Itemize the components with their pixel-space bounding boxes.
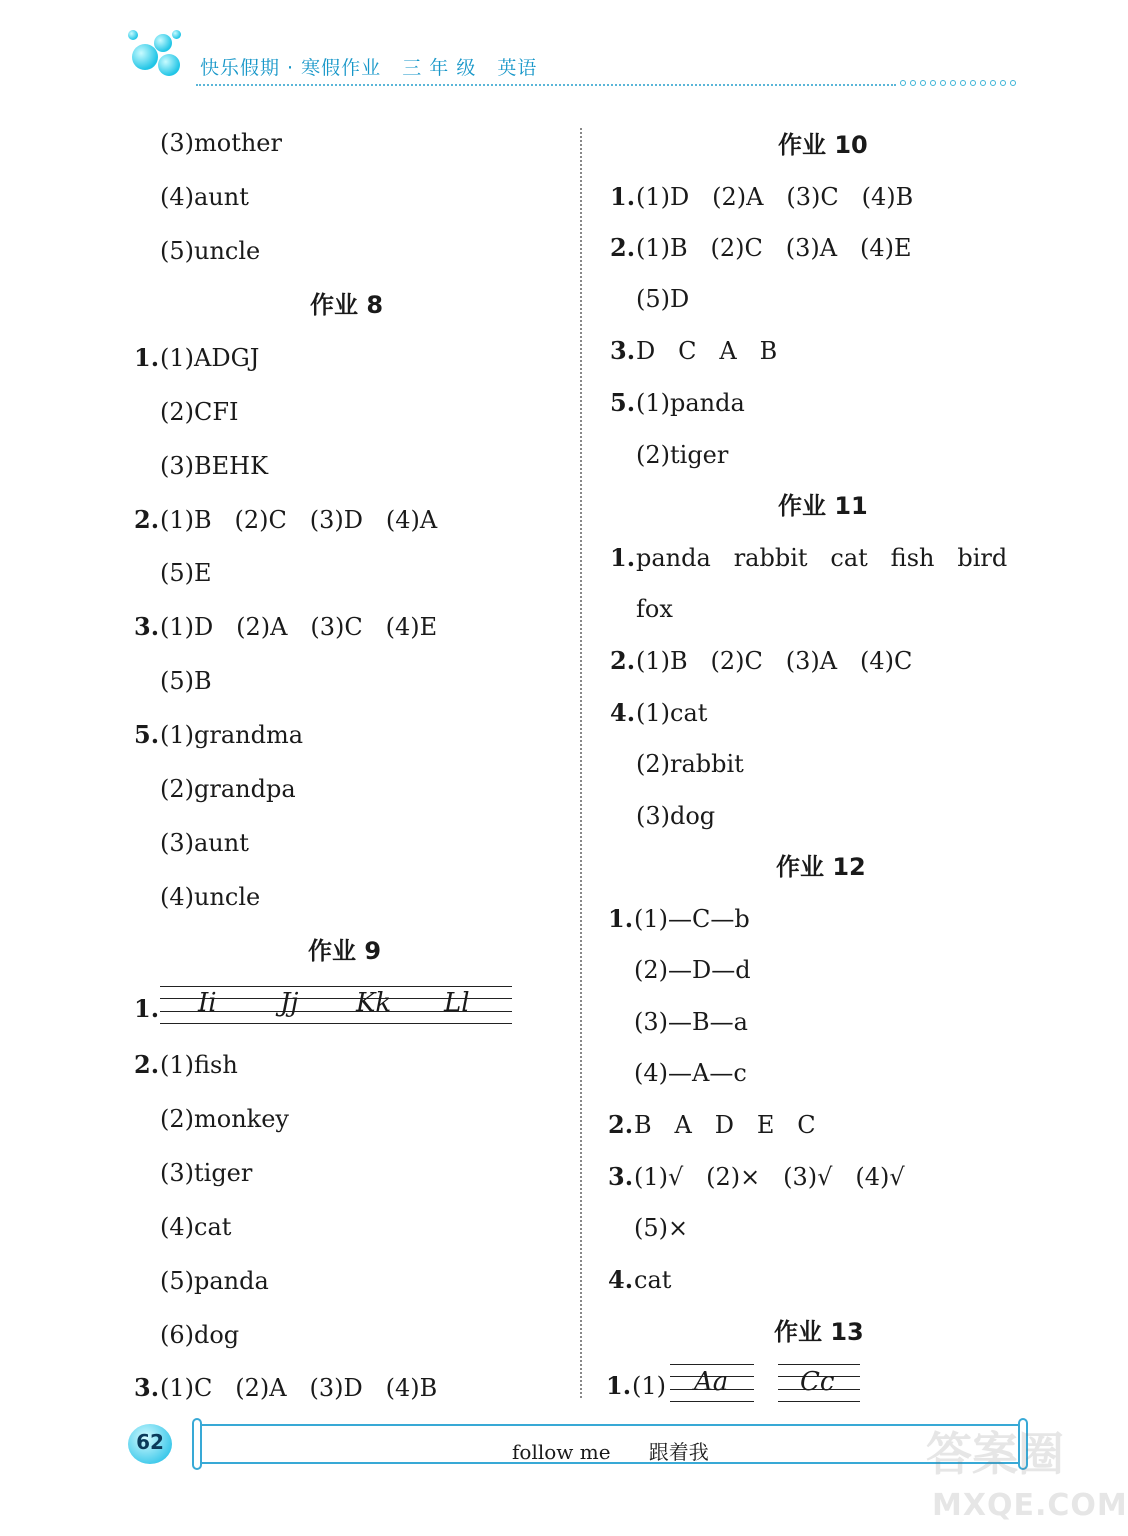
answer-line: (2)grandpa [160, 775, 296, 803]
answer-line: (5)uncle [160, 237, 261, 265]
section-heading-10: 作业 10 [778, 131, 868, 159]
answer-line: (3)dog [636, 802, 716, 830]
answer-line: (3)tiger [160, 1159, 253, 1187]
answer-line: (1)B (2)C (3)A (4)C [636, 647, 913, 675]
question-number: 1. [134, 343, 160, 372]
header-dots [900, 80, 1016, 86]
question-number: 2. [134, 505, 160, 534]
watermark-url: MXQE.COM [932, 1488, 1128, 1523]
handwritten-letter: Kk [356, 988, 392, 1018]
answer-line: (1)grandma [160, 721, 304, 749]
answer-line: (3)BEHK [160, 452, 269, 480]
answer-line: cat [634, 1266, 672, 1294]
answer-line: (3)aunt [160, 829, 249, 857]
answer-line: (2)tiger [636, 441, 729, 469]
header-divider [196, 84, 896, 86]
answer-line: panda rabbit cat fish bird [636, 544, 1008, 572]
question-number: 4. [610, 698, 636, 727]
handwritten-letter: Cc [800, 1367, 835, 1397]
handwriting-staff [778, 1364, 860, 1404]
answer-line: fox [636, 595, 673, 623]
question-number: 2. [610, 233, 636, 262]
answer-line: (5)D [636, 285, 690, 313]
answer-line: (1)B (2)C (3)A (4)E [636, 234, 912, 262]
answer-line: (1)√ (2)× (3)√ (4)√ [634, 1163, 905, 1191]
question-number: 1. [606, 1371, 632, 1400]
answer-line: (1)fish [160, 1051, 238, 1079]
answer-line: (4)cat [160, 1213, 232, 1241]
handwritten-letter: Ii [198, 988, 217, 1018]
header-title: 快乐假期 · 寒假作业 三 年 级 英语 [200, 57, 538, 79]
question-number: 2. [134, 1050, 160, 1079]
page-number: 62 [136, 1430, 164, 1454]
answer-line: D C A B [636, 337, 778, 365]
answer-line: (4)aunt [160, 183, 249, 211]
section-heading-12: 作业 12 [776, 853, 866, 881]
answer-line: (4)—A—c [634, 1059, 747, 1087]
question-number: 2. [608, 1110, 634, 1139]
answer-line: (2)CFI [160, 398, 239, 426]
answer-line: (1) [632, 1372, 666, 1400]
handwritten-letter: Jj [280, 988, 299, 1018]
question-number: 3. [610, 336, 636, 365]
answer-line: (1)ADGJ [160, 344, 260, 372]
question-number: 5. [134, 720, 160, 749]
answer-line: (4)uncle [160, 883, 261, 911]
answer-line: (6)dog [160, 1321, 240, 1349]
answer-line: (1)D (2)A (3)C (4)B [636, 183, 914, 211]
footer-text: follow me 跟着我 [512, 1440, 709, 1464]
watermark-logo [918, 1418, 1128, 1530]
question-number: 1. [608, 904, 634, 933]
question-number: 5. [610, 388, 636, 417]
answer-line: (3)mother [160, 129, 282, 157]
answer-line: (5)B [160, 667, 212, 695]
watermark-text: 答案圈 [926, 1427, 1064, 1481]
handwritten-letter: Aa [694, 1367, 729, 1397]
answer-line: (1)—C—b [634, 905, 750, 933]
column-divider [580, 128, 582, 1398]
question-number: 3. [134, 1373, 160, 1402]
section-heading-13: 作业 13 [774, 1318, 864, 1346]
section-heading-9: 作业 9 [308, 937, 382, 965]
question-number: 4. [608, 1265, 634, 1294]
answer-line: (1)C (2)A (3)D (4)B [160, 1374, 438, 1402]
question-number: 3. [134, 612, 160, 641]
bubbles-logo-icon [128, 30, 188, 80]
question-number: 1. [610, 543, 636, 572]
answer-line: (3)—B—a [634, 1008, 748, 1036]
section-heading-8: 作业 8 [310, 291, 384, 319]
section-heading-11: 作业 11 [778, 492, 868, 520]
answer-line: (5)panda [160, 1267, 269, 1295]
question-number: 1. [610, 182, 636, 211]
answer-line: (2)rabbit [636, 750, 744, 778]
answer-line: (5)× [634, 1214, 689, 1242]
answer-line: B A D E C [634, 1111, 816, 1139]
answer-line: (2)monkey [160, 1105, 289, 1133]
answer-line: (2)—D—d [634, 956, 751, 984]
handwriting-staff [670, 1364, 754, 1404]
question-number: 3. [608, 1162, 634, 1191]
question-number: 2. [610, 646, 636, 675]
page-header [0, 0, 1101, 100]
handwritten-letter: Ll [444, 988, 470, 1018]
answer-line: (1)cat [636, 699, 708, 727]
answer-line: (5)E [160, 559, 212, 587]
question-number: 1. [134, 994, 160, 1023]
answer-line: (1)D (2)A (3)C (4)E [160, 613, 438, 641]
answer-line: (1)panda [636, 389, 745, 417]
handwriting-staff [160, 986, 512, 1026]
answer-line: (1)B (2)C (3)D (4)A [160, 506, 438, 534]
